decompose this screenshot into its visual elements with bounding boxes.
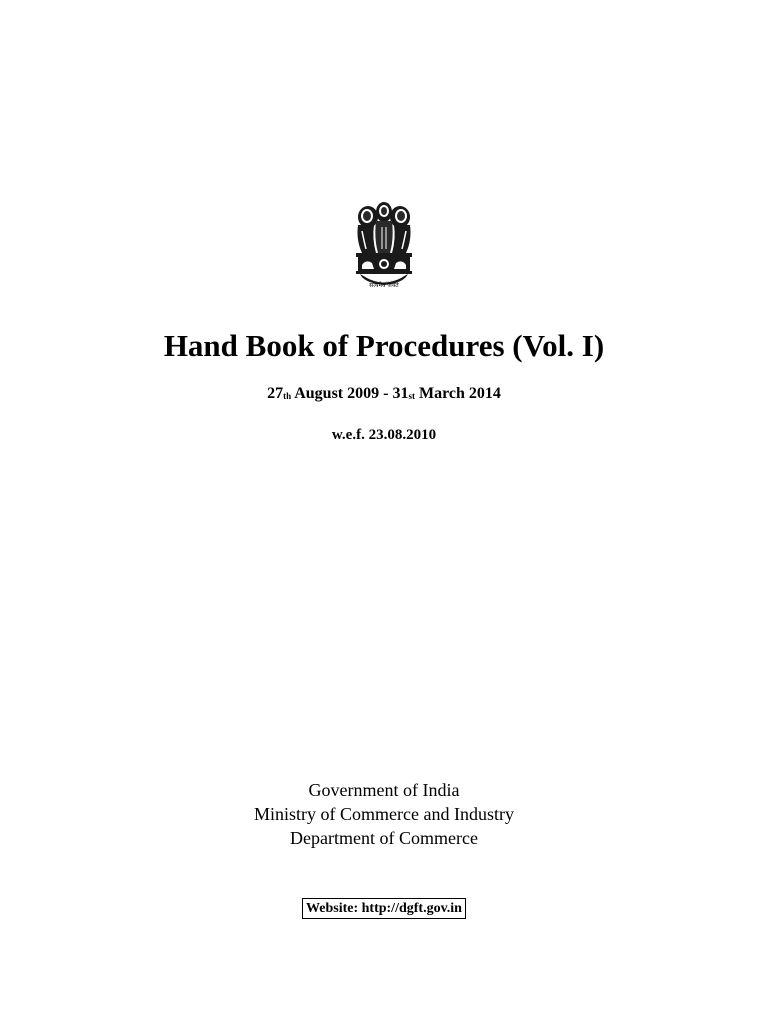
website-link[interactable]: Website: http://dgft.gov.in (302, 898, 466, 919)
end-month-year: March 2014 (414, 385, 501, 402)
validity-period (0, 382, 768, 408)
effective-date: w.e.f. 23.08.2010 (331, 427, 437, 443)
document-title: Hand Book of Procedures (Vol. I) (163, 328, 605, 363)
start-day: 27 (267, 385, 284, 402)
start-month-year: August 2009 - (291, 385, 393, 402)
issuer-department: Department of Commerce (290, 828, 478, 848)
end-day: 31 (392, 385, 409, 402)
end-day-suffix: st (408, 391, 415, 401)
issuer-government: Government of India (308, 780, 460, 800)
issuer-ministry: Ministry of Commerce and Industry (254, 804, 514, 824)
emblem-motto: सत्यमेव जयते (369, 282, 399, 289)
website-box (0, 898, 768, 919)
national-emblem-icon (346, 195, 422, 295)
issuer-block (0, 778, 768, 850)
start-day-suffix: th (283, 391, 292, 401)
